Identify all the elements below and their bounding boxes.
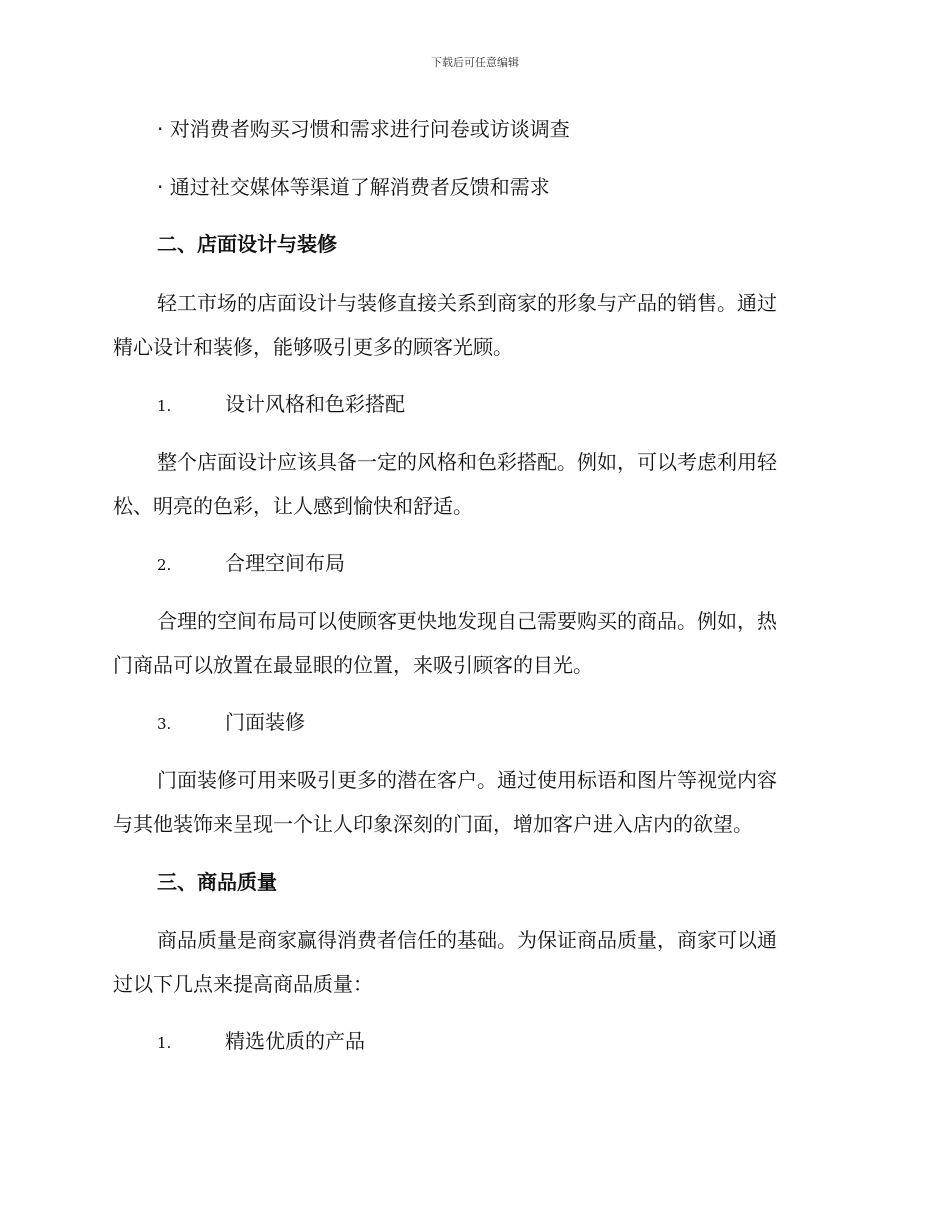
item-label: 门面装修 — [225, 710, 305, 734]
paragraph-store-design — [113, 281, 833, 369]
paragraph-line: 整个店面设计应该具备一定的风格和色彩搭配。例如，可以考虑利用轻 — [157, 450, 777, 474]
numbered-item-quality-products — [157, 1019, 365, 1065]
item-number: 3. — [157, 715, 172, 733]
paragraph-line: 精心设计和装修，能够吸引更多的顾客光顾。 — [113, 335, 513, 359]
item-number: 1. — [157, 1034, 172, 1052]
section-heading-store-design: 二、店面设计与装修 — [157, 232, 337, 256]
item-number: 2. — [157, 556, 172, 574]
paragraph-style-color — [113, 440, 833, 528]
item-number: 1. — [157, 397, 172, 415]
numbered-item-style-color — [157, 382, 405, 428]
paragraph-line: 门商品可以放置在最显眼的位置，来吸引顾客的目光。 — [113, 653, 593, 677]
paragraph-storefront — [113, 758, 833, 846]
paragraph-space-layout — [113, 599, 833, 687]
numbered-item-space-layout — [157, 541, 345, 587]
paragraph-line: 松、明亮的色彩，让人感到愉快和舒适。 — [113, 494, 473, 518]
paragraph-line: 过以下几点来提高商品质量： — [113, 972, 373, 996]
bullet-item-survey: · 对消费者购买习惯和需求进行问卷或访谈调查 — [157, 117, 570, 141]
numbered-item-storefront — [157, 700, 305, 746]
paragraph-line: 合理的空间布局可以使顾客更快地发现自己需要购买的商品。例如，热 — [157, 609, 777, 633]
paragraph-line: 轻工市场的店面设计与装修直接关系到商家的形象与产品的销售。通过 — [157, 291, 777, 315]
paragraph-line: 与其他装饰来呈现一个让人印象深刻的门面，增加客户进入店内的欲望。 — [113, 812, 753, 836]
bullet-item-social-media: · 通过社交媒体等渠道了解消费者反馈和需求 — [157, 175, 550, 199]
item-label: 设计风格和色彩搭配 — [225, 392, 405, 416]
page-header: 下载后可任意编辑 — [431, 56, 519, 69]
paragraph-line: 门面装修可用来吸引更多的潜在客户。通过使用标语和图片等视觉内容 — [157, 768, 777, 792]
item-label: 精选优质的产品 — [225, 1029, 365, 1053]
paragraph-line: 商品质量是商家赢得消费者信任的基础。为保证商品质量，商家可以通 — [157, 928, 777, 952]
section-heading-product-quality: 三、商品质量 — [157, 870, 277, 894]
item-label: 合理空间布局 — [225, 551, 345, 575]
paragraph-product-quality — [113, 918, 833, 1006]
